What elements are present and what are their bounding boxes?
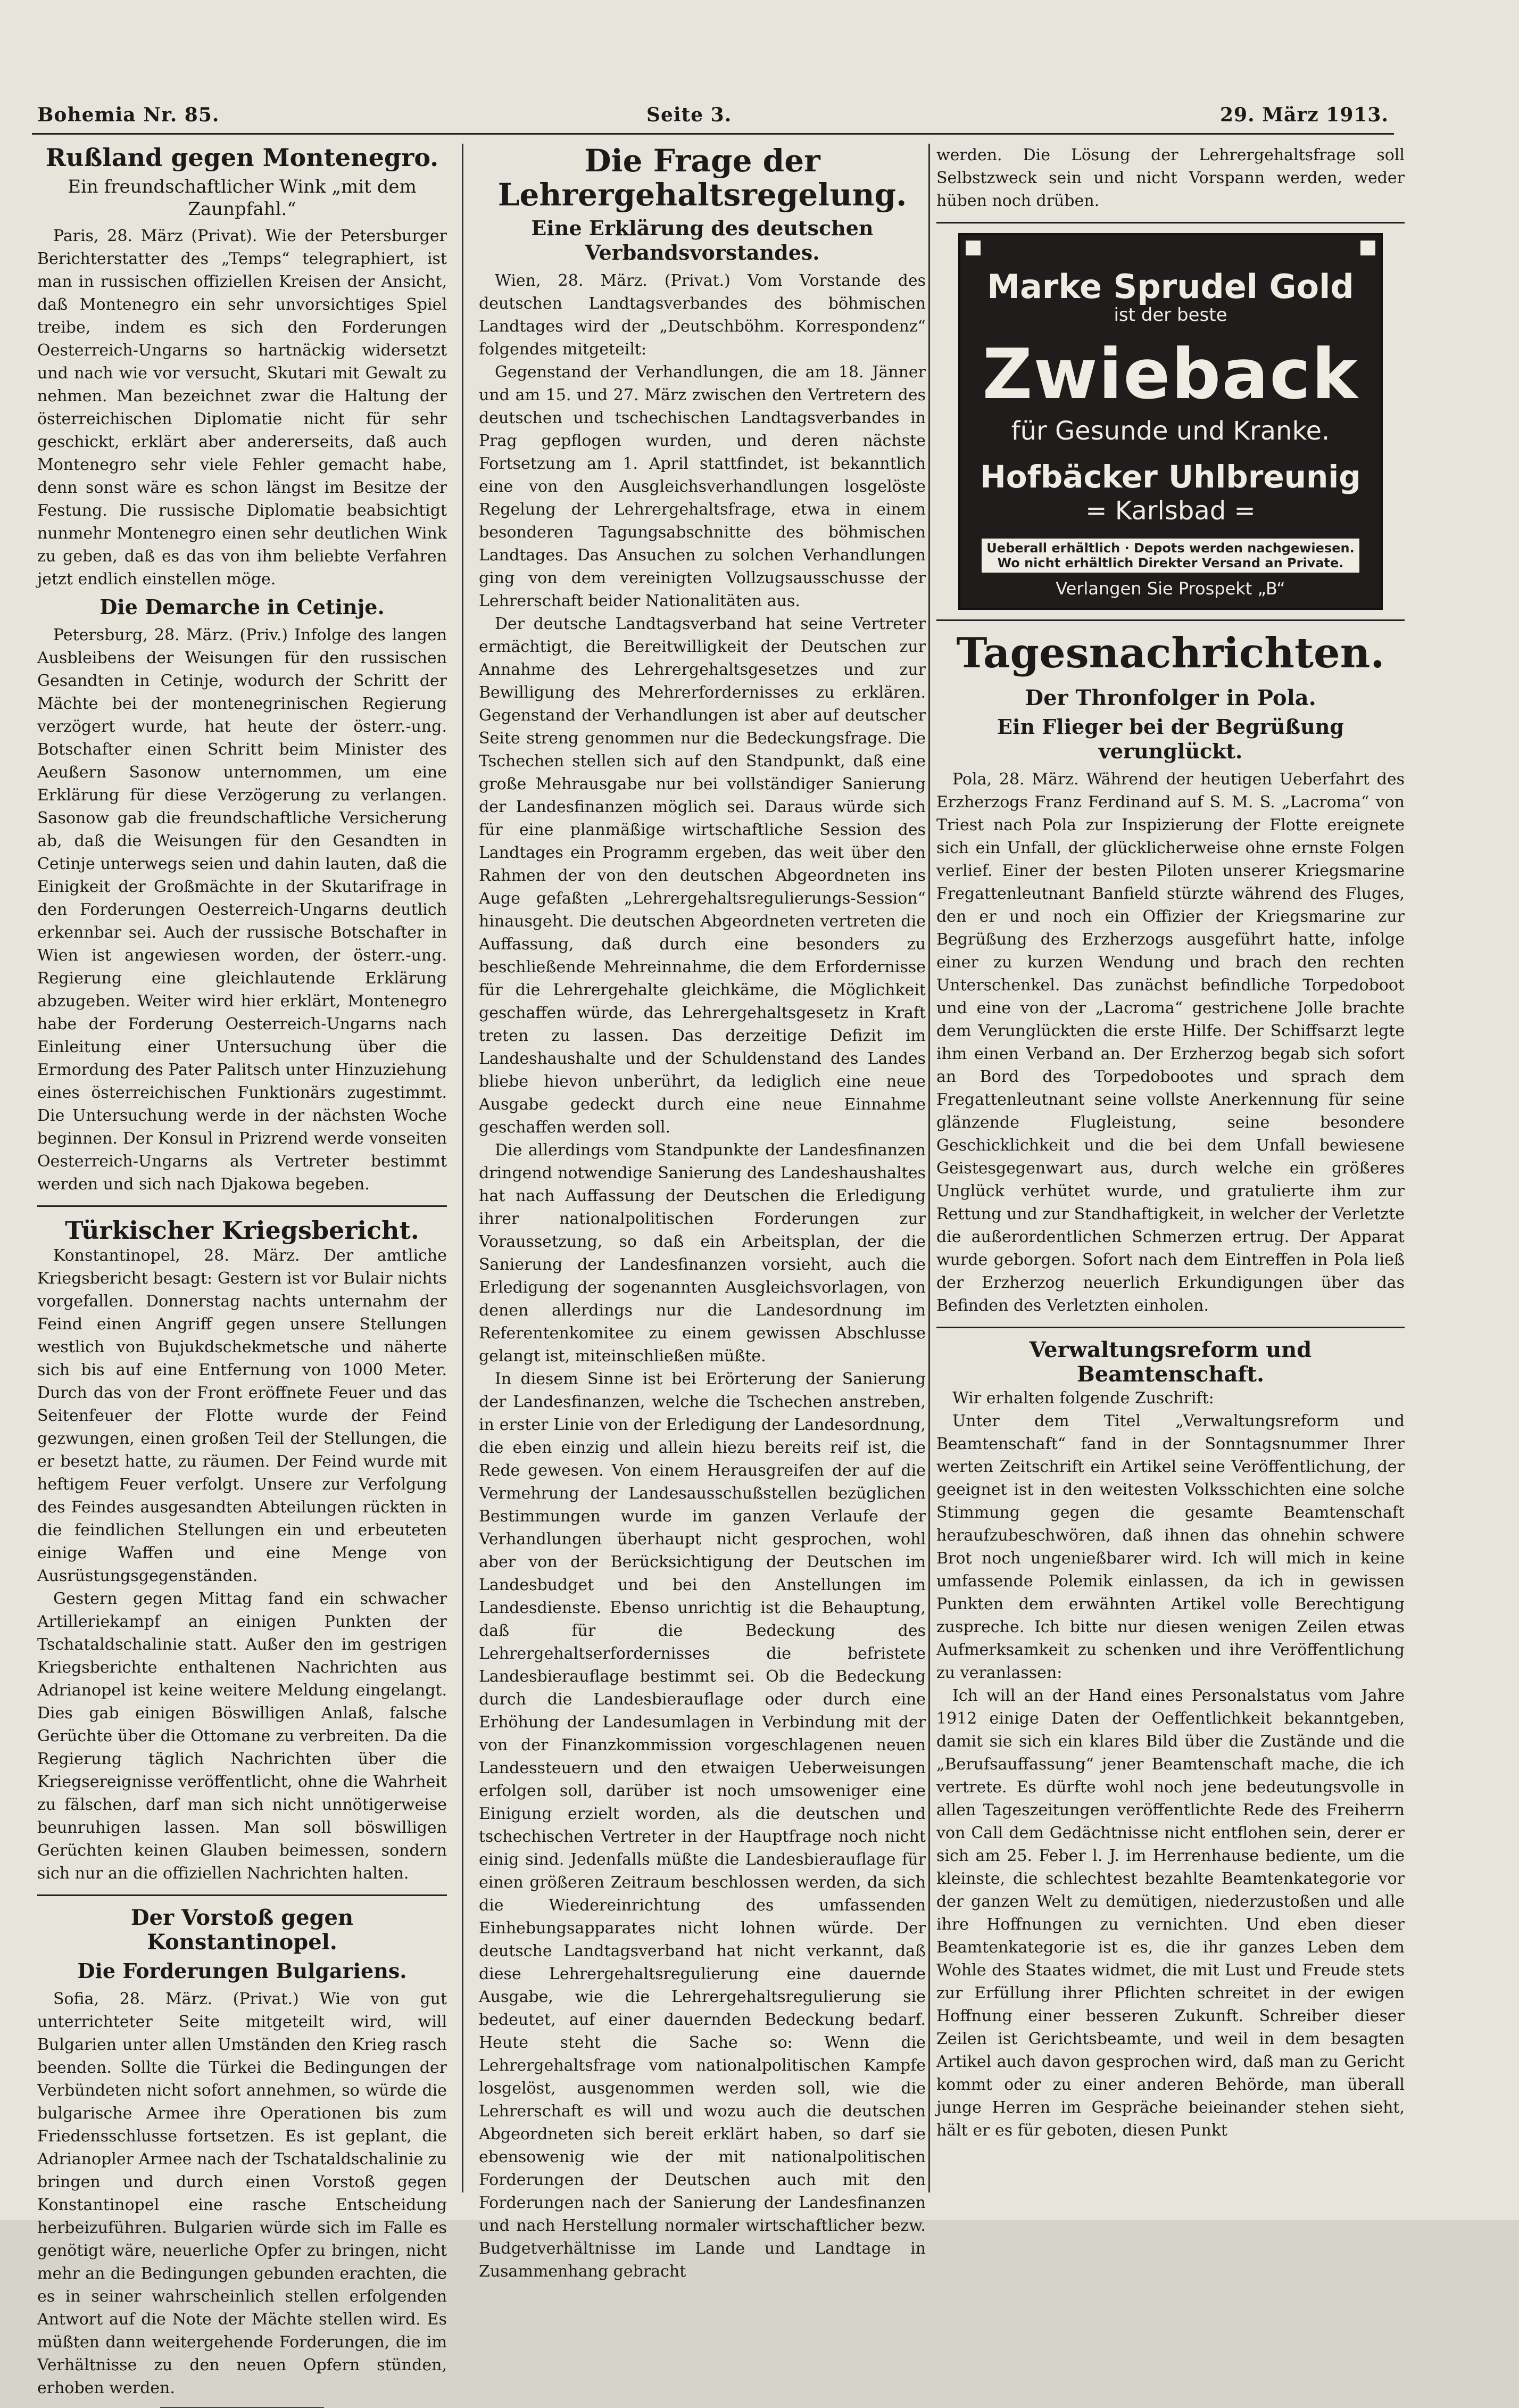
continued-paragraph: werden. Die Lösung der Lehrergehaltsfrage soll Selbstzweck sein und nicht Vorspann werden, weder hüben noch drüben. — [936, 146, 1405, 210]
article-title-russia-montenegro: Rußland gegen Montenegro. — [45, 143, 439, 172]
article-title-constantinople: Der Vorstoß gegen Konstantinopel. — [130, 1905, 354, 1955]
ad-product: Zwieback — [982, 334, 1359, 415]
article-paragraph: Gegenstand der Verhandlungen, die am 18. Jänner und am 15. und 27. März zwischen den Vertretern des deutschen und tschechischen Landtagsverbandes in Prag gepflogen wurden, und deren nächste Fortsetzung am 1. April stattfindet, ist bekanntlich eine von den Ausgleichsverhandlungen losgelöste Regelung der Lehrergehaltsfrage, etwa in einem besonderen Tagungsabschnitte des böhmischen Landtages. Das Ansuchen zu solchen Verhandlungen ging von dem vereinigten Vollzugsausschusse der Lehrerschaft beider Nationalitäten aus. — [479, 363, 926, 610]
article-paragraph: Konstantinopel, 28. März. Der amtliche Kriegsbericht besagt: Gestern ist vor Bulair nichts vorgefallen. Donnerstag nachts unternahm der Feind einen Angriff gegen unsere Stellungen westlich von Bujukdschekmetsche und näherte sich bis auf eine Entfernung von 1000 Meter. Durch das von der Front eröffnete Feuer und das Seitenfeuer der Flotte wurde der Feind gezwungen, einen großen Teil der Stellungen, die er besetzt hatte, zu räumen. Der Feind wurde mit heftigem Feuer verfolgt. Unsere zur Verfolgung des Feindes ausgesandten Abteilungen rückten in die feindlichen Stellungen ein und erbeuteten einige Waffen und eine Menge von Ausrüstungsgegenständen. — [37, 1246, 447, 1585]
article-title-teacher-salary: Die Frage der Lehrergehaltsregelung. — [497, 143, 907, 213]
section-heading: Die Forderungen Bulgariens. — [77, 1959, 407, 1983]
column-divider-1 — [462, 144, 463, 2192]
article-title-turkish-war-report: Türkischer Kriegsbericht. — [65, 1216, 419, 1245]
article-subtitle: Ein freundschaftlicher Wink „mit dem Zaunpfahl.“ — [68, 176, 417, 220]
article-paragraph: Ich will an der Hand eines Personalstatus vom Jahre 1912 einige Daten der Oeffentlichkeit bekanntgeben, damit sie sich ein klares Bild über die Zustände und die „Berufsauffassung“ jener Beamtenschaft mache, die ich vertrete. Es dürfte wohl noch jene bedeutungsvolle in allen Tageszeitungen veröffentlichte Rede des Freiherrn von Call dem Gedächtnisse nicht entflohen sein, derer er sich am 25. Feber l. J. im Herrenhause bediente, um die kleinste, die schlechtest bezahlte Beamtenkategorie vor der ganzen Welt zu demütigen, niederzustoßen und alle ihre Hoffnungen zu vernichten. Und eben dieser Beamtenkategorie ist es, die ihr ganzes Leben dem Wohle des Staates widmet, die mit Lust und Freude stets zur Erfüllung ihrer Pflichten schreitet in der ewigen Hoffnung einer besseren Zukunft. Schreiber dieser Zeilen ist Gerichtsbeamte, und weil in dem besagten Artikel auch davon gesprochen wird, daß man zu Gericht kommt oder zu einer anderen Behörde, man überall junge Herren im Gespräche beieinander stehen sieht, hält er es für geboten, diesen Punkt — [936, 1686, 1405, 2140]
advertisement-zwieback — [958, 233, 1383, 610]
article-paragraph: Die allerdings vom Standpunkte der Landesfinanzen dringend notwendige Sanierung des Landeshaushaltes hat nach Auffassung der Deutschen die Erledigung ihrer nationalpolitischen Forderungen zur Voraussetzung, so daß ein Arbeitsplan, der die Sanierung der Landesfinanzen vorsieht, auch die Erledigung der sogenannten Ausgleichsvorlagen, von denen allerdings nur die Landesordnung im Referentenkomitee zu einem gewissen Abschlusse gelangt ist, miteinschließen müßte. — [479, 1141, 926, 1366]
ad-availability: Ueberall erhältlich · Depots werden nachgewiesen. Wo nicht erhältlich Direkter Versand an Private. — [982, 539, 1359, 573]
issue-date: 29. März 1913. — [1219, 104, 1389, 126]
article-paragraph: Gestern gegen Mittag fand ein schwacher Artilleriekampf an einigen Punkten der Tschataldschalinie statt. Außer den im gestrigen Kriegsberichte enthaltenen Nachrichten aus Adrianopel ist keine weitere Meldung eingelangt. Dies gab einigen Böswilligen Anlaß, falsche Gerüchte über die Ottomane zu verbreiten. Da die Regierung täglich Nachrichten über die Kriegsereignisse veröffentlicht, ohne die Wahrheit zu fälschen, darf man sich nicht unnötigerweise beunruhigen lassen. Man soll böswilligen Gerüchten keinen Glauben beimessen, sondern sich nur an die offiziellen Nachrichten halten. — [37, 1590, 447, 1883]
divider — [936, 619, 1405, 621]
divider — [37, 1894, 447, 1896]
article-paragraph: Pola, 28. März. Während der heutigen Ueberfahrt des Erzherzogs Franz Ferdinand auf S. M. S. „Lacroma“ von Triest nach Pola zur Inspizierung der Flotte ereignete sich ein Unfall, der glücklicherweise ohne ernste Folgen verlief. Einer der besten Piloten unserer Kriegsmarine Fregattenleutnant Banfield stürzte während des Fluges, den er und noch ein Offizier der Kriegsmarine zur Begrüßung des Erzherzogs ausgeführt hatte, infolge einer zu kurzen Wendung und brach den rechten Unterschenkel. Das zunächst befindliche Torpedoboot und eine von der „Lacroma“ gestrichene Jolle brachte dem Verunglückten die erste Hilfe. Der Schiffsarzt legte ihm einen Verband an. Der Erzherzog begab sich sofort an Bord des Torpedobootes und sprach dem Fregattenleutnant seine vollste Anerkennung für seine glänzende Flugleistung, seine besondere Geschicklichkeit und die bei dem Unfall bewiesene Geistesgegenwart aus, durch welche ein größeres Unglück verhütet wurde, und gratulierte ihm zur Rettung und zur Standhaftigkeit, in welcher der Verletzte die außerordentlichen Schmerzen ertrug. Der Apparat wurde geborgen. Sofort nach dem Eintreffen in Pola ließ der Erzherzog neuerlich Erkundigungen über das Befinden des Verletzten einholen. — [936, 770, 1405, 1315]
column-2 — [479, 143, 926, 2281]
article-subtitle: Ein Flieger bei der Begrüßung verunglückt. — [997, 715, 1344, 763]
ad-tagline: ist der beste — [1114, 304, 1227, 326]
article-title-administration-reform: Verwaltungsreform und Beamtenschaft. — [1029, 1337, 1312, 1387]
section-heading: Die Demarche in Cetinje. — [99, 595, 385, 619]
ad-maker: Hofbäcker Uhlbreunig — [980, 459, 1361, 495]
article-paragraph: Der deutsche Landtagsverband hat seine Vertreter ermächtigt, die Bereitwilligkeit der Deutschen zur Annahme des Lehrergehaltsgesetzes und zur Bewilligung des Mehrerfordernisses zu erklären. Gegenstand der Verhandlungen ist aber auf deutscher Seite streng genommen nur die Bedeckungsfrage. Die Tschechen stellen sich auf den Standpunkt, daß eine große Mehrausgabe nur bei vollständiger Sanierung der Landesfinanzen möglich sei. Daraus würde sich für eine planmäßige wirtschaftliche Session des Landtages ein Programm ergeben, das weit über den Rahmen der von den deutschen Abgeordneten ins Auge gefaßten „Lehrergehaltsregulierungs-Session“ hinausgeht. Die deutschen Abgeordneten vertreten die Auffassung, daß durch eine besonders zu beschließende Mehreinnahme, die dem Erfordernisse für die Lehrergehalte gleichkäme, die Möglichkeit geschaffen würde, das Lehrergehaltsgesetz in Kraft treten zu lassen. Das derzeitige Defizit im Landeshaushalte und der Schuldenstand des Landes bliebe hievon unberührt, da lediglich eine neue Ausgabe gedeckt durch eine neue Einnahme geschaffen werden soll. — [479, 615, 926, 1137]
column-1 — [37, 143, 447, 2397]
divider — [37, 1205, 447, 1207]
page-number: Seite 3. — [646, 104, 732, 126]
divider — [936, 1327, 1405, 1328]
article-paragraph: Wien, 28. März. (Privat.) Vom Vorstande des deutschen Landtagsverbandes des böhmischen Landtages wird der „Deutschböhm. Korrespondenz“ folgendes mitgeteilt: — [479, 271, 926, 359]
column-3 — [936, 144, 1405, 2182]
article-paragraph: Wir erhalten folgende Zuschrift: — [952, 1389, 1214, 1408]
ad-corner — [966, 241, 981, 255]
section-title-daily-news: Tagesnachrichten. — [956, 629, 1385, 677]
ad-prospectus: Verlangen Sie Prospekt „B“ — [1056, 578, 1285, 599]
column-divider-2 — [928, 144, 930, 2192]
article-paragraph: Sofia, 28. März. (Privat.) Wie von gut unterrichteter Seite mitgeteilt wird, will Bulgarien unter allen Umständen den Krieg rasch beenden. Sollte die Türkei die Bedingungen der Verbündeten nicht sofort annehmen, so würde die bulgarische Armee ihre Operationen bis zum Friedensschlusse fortsetzen. Es ist geplant, die Adrianopler Armee nach der Tschataldschalinie zu bringen und durch einen Vorstoß gegen Konstantinopel eine rasche Entscheidung herbeizuführen. Bulgarien würde sich im Falle es genötigt wäre, neuerliche Opfer zu bringen, nicht mehr an die Bedingungen gebunden erachten, die es in seiner wahrscheinlich stellen erfolgenden Antwort auf die Note der Mächte stellen wird. Es müßten dann weitergehende Forderungen, die im Verhältnisse zu den neuen Opfern stünden, erhoben werden. — [37, 1990, 447, 2397]
ad-city: = Karlsbad = — [1085, 496, 1256, 526]
article-paragraph: In diesem Sinne ist bei Erörterung der Sanierung der Landesfinanzen, welche die Tschechen anstreben, in erster Linie von der Erledigung der Landesordnung, die eben einzig und allein hiezu bereits reif ist, die Rede gewesen. Von einem Herausgreifen der auf die Vermehrung der Landesausschußstellen bezüglichen Bestimmungen wurde im ganzen Verlaufe der Verhandlungen überhaupt nicht gesprochen, wohl aber von der Berücksichtigung der Deutschen im Landesbudget und bei den Anstellungen im Landesdienste. Ebenso unrichtig ist die Behauptung, daß für die Bedeckung des Lehrergehaltserfordernisses die befristete Landesbierauflage bestimmt sei. Ob die Bedeckung durch die Landesbierauflage oder durch eine Erhöhung der Landesumlagen in Verbindung mit der von der Finanzkommission vorgeschlagenen neuen Landessteuern und den etwaigen Ueberweisungen erfolgen soll, darüber ist noch umsoweniger eine Einigung erzielt worden, als die deutschen und tschechischen Vertreter in der Hauptfrage noch nicht einig sind. Jedenfalls müßte die Landesbierauflage für einen größeren Zeitraum beschlossen werden, da sich die Wiedereinrichtung des umfassenden Einhebungsapparates nicht lohnen würde. Der deutsche Landtagsverband hat nicht verkannt, daß diese Lehrergehaltsregulierung eine dauernde Ausgabe, wie die Lehrergehaltsregulierung sie bedeutet, auf einer dauernden Bedeckung bedarf. Heute steht die Sache so: Wenn die Lehrergehaltsfrage vom nationalpolitischen Kampfe losgelöst, ausgenommen werden soll, wie die Lehrerschaft es will und wozu auch die deutschen Abgeordneten sich bereit erklärt haben, so darf sie ebensowenig wie der mit nationalpolitischen Forderungen der Deutschen auch mit den Forderungen nach der Sanierung der Landesfinanzen und nach Herstellung normaler wirtschaftlicher bezw. Budgetverhältnisse im Lande und Landtage in Zusammenhang gebracht — [479, 1370, 926, 2281]
article-paragraph: Paris, 28. März (Privat). Wie der Petersburger Berichterstatter des „Temps“ telegraphiert, ist man in russischen offiziellen Kreisen der Ansicht, daß Montenegro ein sehr unvorsichtiges Spiel treibe, indem es sich den Forderungen Oesterreich-Ungarns so hartnäckig widersetzt und nach wie vor versucht, Skutari mit Gewalt zu nehmen. Man bezeichnet zwar die Haltung der österreichischen Diplomatie nicht für sehr geschickt, erklärt aber andererseits, daß auch Montenegro sehr viele Fehler gemacht habe, denn sonst wäre es schon längst im Besitze der Festung. Die russische Diplomatie beabsichtigt nunmehr Montenegro einen sehr deutlichen Wink zu geben, daß es das von ihm beliebte Verfahren jetzt endlich einstellen möge. — [37, 227, 447, 589]
ad-audience: für Gesunde und Kranke. — [1011, 416, 1330, 446]
article-paragraph: Unter dem Titel „Verwaltungsreform und Beamtenschaft“ fand in der Sonntagsnummer Ihrer werten Zeitschrift ein Artikel seine Veröffentlichung, der geeignet ist in den weitesten Volksschichten eine solche Stimmung gegen die gesamte Beamtenschaft heraufzubeschwören, daß ihnen das ohnehin schwere Brot noch ungenießbarer wird. Ich will mich in keine umfassende Polemik einlassen, da ich in gewissen Punkten dem erwähnten Artikel volle Berechtigung zuspreche. Ich bitte nur diesen wenigen Zeilen etwas Aufmerksamkeit zu schenken und ihre Veröffentlichung zu veranlassen: — [936, 1412, 1405, 1682]
ad-corner — [1360, 241, 1375, 255]
ad-brand: Marke Sprudel Gold — [987, 267, 1354, 306]
masthead-left: Bohemia Nr. 85. — [37, 104, 220, 126]
divider — [936, 222, 1405, 224]
article-paragraph: Petersburg, 28. März. (Priv.) Infolge des langen Ausbleibens der Weisungen für den russischen Gesandten in Cetinje, wodurch der Schritt der Mächte bei der montenegrinischen Regierung verzögert wurde, hat heute der österr.-ung. Botschafter einen Schritt beim Minister des Aeußern Sasonow unternommen, um eine Erklärung für diese Verzögerung zu verlangen. Sasonow gab die freundschaftliche Versicherung ab, daß die Weisungen für den Gesandten in Cetinje unterwegs seien und dahin lauten, daß die Einigkeit der Großmächte in der Skutarifrage in den Forderungen Oesterreich-Ungarns deutlich erkennbar sei. Auch der russische Botschafter in Wien ist angewiesen worden, der österr.-ung. Regierung eine gleichlautende Erklärung abzugeben. Weiter wird hier erklärt, Montenegro habe der Forderung Oesterreich-Ungarns nach Einleitung einer Untersuchung über die Ermordung des Pater Palitsch unter Hinzuziehung eines österreichischen Funktionärs zugestimmt. Die Untersuchung werde in der nächsten Woche beginnen. Der Konsul in Prizrend werde vonseiten Oesterreich-Ungarns als Vertreter bestimmt werden und sich nach Djakowa begeben. — [37, 626, 447, 1194]
header-rule — [32, 133, 1394, 135]
article-title-heir-in-pola: Der Thronfolger in Pola. — [1025, 685, 1316, 710]
article-subtitle: Eine Erklärung des deutschen Verbandsvorstandes. — [531, 216, 874, 264]
